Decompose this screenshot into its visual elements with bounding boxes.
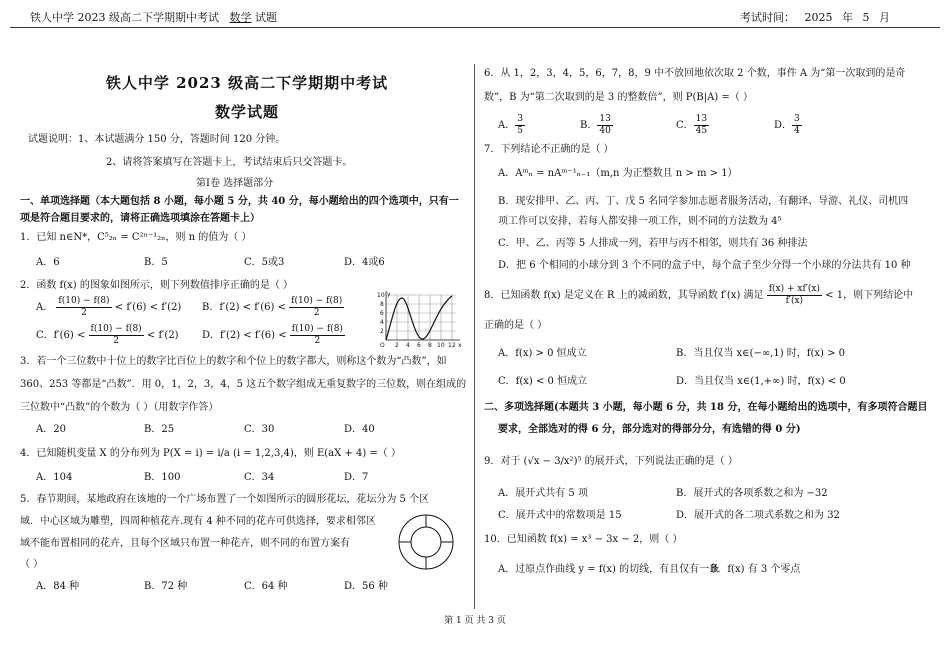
q2-option-a xyxy=(36,296,181,319)
denominator: 2 xyxy=(113,335,119,346)
header-exam-time: 考试时间： 2025 年 5 月 xyxy=(740,11,890,24)
q2-c-prefix: C．f′(6) < xyxy=(36,329,86,341)
q7-option-a: A．Aᵐₙ = nAᵐ⁻¹ₙ₋₁（m,n 为正整数且 n > m > 1） xyxy=(498,168,738,179)
numerator: 13 xyxy=(599,114,611,124)
column-divider xyxy=(474,64,475,609)
question-3-line-3: 三位数中“凸数”的个数为（ ）（用数字作答） xyxy=(20,402,219,413)
question-1: 1．已知 n∈N*，C⁵₂ₙ = C²ⁿ⁻¹₂ₙ，则 n 的值为（ ） xyxy=(20,232,252,243)
inner-ring xyxy=(411,527,441,557)
q8-option-d: D．当且仅当 x∈(1,+∞) 时，f(x) < 0 xyxy=(676,376,846,387)
x-tick-label: 10 xyxy=(437,342,445,348)
q6-option-d xyxy=(774,114,802,137)
question-5-line-4: （ ） xyxy=(20,559,44,570)
question-2: 2．函数 f(x) 的图象如图所示，则下列数值排序正确的是（ ） xyxy=(20,280,294,291)
y-tick-label: 8 xyxy=(380,301,384,308)
denominator: 40 xyxy=(599,125,611,136)
x-tick-label: 6 xyxy=(417,342,421,348)
question-5-line-2: 域．中心区域为雕塑，四周种植花卉.现有 4 种不同的花卉可供选择，要求相邻区 xyxy=(20,516,376,527)
q2-a-prefix: A． xyxy=(36,301,54,313)
q8-suffix: < 1，则下列结论中 xyxy=(825,289,914,301)
question-5-line-1: 5．春节期间，某地政府在该地的一个广场布置了一个如图所示的圆形花坛，花坛分为 5 个区 xyxy=(20,494,430,505)
q6-option-c xyxy=(676,114,709,137)
q3-option-d: D．40 xyxy=(344,424,375,435)
numerator: f(10) − f(8) xyxy=(58,296,110,306)
q4-option-b: B．100 xyxy=(144,472,181,483)
q5-option-b: B．72 种 xyxy=(144,581,188,592)
fraction xyxy=(694,114,709,137)
q4-option-a: A．104 xyxy=(36,472,73,483)
flower-bed-figure xyxy=(397,513,455,571)
q6-option-b xyxy=(580,114,613,137)
y-tick-label: 10 xyxy=(377,292,385,299)
numerator: f(x) + xf′(x) xyxy=(768,284,820,294)
q5-option-d: D．56 种 xyxy=(344,581,388,592)
header-subject: 数学 xyxy=(229,11,252,24)
q6-option-a xyxy=(498,114,525,137)
q2-option-d xyxy=(202,324,345,347)
q9-option-b: B．展开式的各项系数之和为 −32 xyxy=(676,488,828,499)
q8-option-a: A．f(x) > 0 恒成立 xyxy=(498,348,587,359)
q4-option-c: C．34 xyxy=(244,472,275,483)
header-suffix: 试题 xyxy=(255,11,277,24)
x-tick-label: 12 xyxy=(448,342,456,348)
numerator: f(10) − f(8) xyxy=(90,324,142,334)
q10-option-a: A．过原点作曲线 y = f(x) 的切线，有且仅有一条 xyxy=(498,564,720,575)
q7-option-b-line-1: B．现安排甲、乙、丙、丁、戊 5 名同学参加志愿者服务活动，有翻译、导游、礼仪、司机四 xyxy=(498,196,909,207)
denominator: 45 xyxy=(695,125,708,136)
q3-option-a: A．20 xyxy=(36,424,66,435)
q10-option-b: B．f(x) 有 3 个零点 xyxy=(710,564,801,575)
q2-c-suffix: < f′(2) xyxy=(146,329,179,341)
exam-note-1: 试题说明：1、本试题满分 150 分，答题时间 120 分钟。 xyxy=(28,134,286,145)
fraction xyxy=(56,296,111,319)
q1-option-d: D．4或6 xyxy=(344,257,385,268)
question-8 xyxy=(484,284,913,307)
origin-label: O xyxy=(380,342,385,348)
page-header xyxy=(10,0,940,28)
q8-option-b: B．当且仅当 x∈(−∞,1) 时，f(x) > 0 xyxy=(676,348,846,359)
exam-title: 铁人中学 2023 级高二下学期期中考试 xyxy=(105,74,389,92)
option-label: A． xyxy=(498,119,516,131)
question-6-line-2: 数”，B 为“第二次取到的是 3 的整数倍”，则 P(B|A) =（ ） xyxy=(484,92,753,103)
q9-option-a: A．展开式共有 5 项 xyxy=(498,488,588,499)
q3-option-c: C．30 xyxy=(244,424,275,435)
section-1-heading-cont: 项是符合题目要求的，请将正确选项填涂在答题卡上） xyxy=(20,213,260,224)
q2-a-suffix: < f′(6) < f′(2) xyxy=(114,301,182,313)
question-9: 9．对于 (√x − 3/x²)⁵ 的展开式，下列说法正确的是（ ） xyxy=(484,456,738,467)
x-tick-label: 8 xyxy=(428,342,432,348)
option-label: D． xyxy=(774,119,793,131)
fraction xyxy=(767,284,822,307)
denominator: 4 xyxy=(794,125,800,136)
denominator: 2 xyxy=(313,307,320,318)
question-10: 10．已知函数 f(x) = x³ − 3x − 2，则（ ） xyxy=(484,534,683,545)
q2-d-prefix: D．f′(2) < f′(6) < xyxy=(202,329,287,341)
q9-option-d: D．展开式的各二项式系数之和为 32 xyxy=(676,510,840,521)
exam-note-2: 2、请将答案填写在答题卡上，考试结束后只交答题卡。 xyxy=(106,157,353,168)
q2-option-b xyxy=(202,296,344,319)
section-2-heading: 二、多项选择题(本题共 3 小题，每小题 6 分，共 18 分，在每小题给出的选项中，有多项符合题目 xyxy=(484,402,928,413)
numerator: 3 xyxy=(794,114,800,124)
question-3-line-2: 360、253 等都是“凸数”．用 0，1，2，3，4，5 这五个数字组成无重复数字的三位数，则在组成的 xyxy=(20,379,467,390)
option-label: B． xyxy=(580,119,598,131)
function-graph xyxy=(374,290,464,348)
page-footer: 第 1 页 共 3 页 xyxy=(444,616,506,626)
fraction xyxy=(597,114,612,137)
question-8-line-2: 正确的是（ ） xyxy=(484,320,548,331)
fraction xyxy=(89,324,144,347)
question-7: 7．下列结论不正确的是（ ） xyxy=(484,144,614,155)
q1-option-c: C．5或3 xyxy=(244,257,285,268)
q1-option-a: A．6 xyxy=(36,257,60,268)
fraction xyxy=(290,324,345,347)
q7-option-b-line-2: 项工作可以安排，若每人都安排一项工作，则不同的方法数为 4⁵ xyxy=(498,216,782,227)
q5-option-a: A．84 种 xyxy=(36,581,80,592)
y-tick-label: 4 xyxy=(380,319,384,326)
header-exam-name: 铁人中学 2023 级高二下学期期中考试 xyxy=(30,11,219,24)
q8-option-c: C．f(x) < 0 恒成立 xyxy=(498,376,588,387)
fraction xyxy=(289,296,344,319)
section-2-heading-cont: 要求，全部选对的得 6 分，部分选对的得部分分，有选错的得 0 分) xyxy=(498,424,801,435)
denominator: 5 xyxy=(517,125,523,136)
fraction xyxy=(515,114,525,137)
q2-b-prefix: B．f′(2) < f′(6) < xyxy=(202,301,286,313)
q2-option-c xyxy=(36,324,179,347)
q5-option-c: C．64 种 xyxy=(244,581,288,592)
x-tick-label: 2 xyxy=(395,342,399,348)
q9-option-c: C．展开式中的常数项是 15 xyxy=(498,510,622,521)
denominator: f′(x) xyxy=(785,295,804,306)
q4-option-d: D．7 xyxy=(344,472,369,483)
q7-option-c: C．甲、乙、丙等 5 人排成一列，若甲与丙不相邻，则共有 36 种排法 xyxy=(498,238,808,249)
denominator: 2 xyxy=(314,335,321,346)
q3-option-b: B．25 xyxy=(144,424,175,435)
q1-option-b: B．5 xyxy=(144,257,168,268)
fraction xyxy=(792,114,802,137)
question-4: 4．已知随机变量 X 的分布列为 P(X = i) = i/a (i = 1,2,3,4)，则 E(aX + 4) =（ ） xyxy=(20,448,401,459)
y-tick-label: 2 xyxy=(380,328,384,335)
option-label: C． xyxy=(676,119,694,131)
denominator: 2 xyxy=(81,307,87,318)
x-axis-label: x xyxy=(458,342,462,348)
y-tick-label: 6 xyxy=(380,310,384,317)
x-tick-label: 4 xyxy=(406,342,410,348)
section-1-heading: 一、单项选择题（本大题包括 8 小题，每小题 5 分，共 40 分，每小题给出的四个选项中，只有一 xyxy=(20,196,459,207)
numerator: f(10) − f(8) xyxy=(291,296,343,306)
question-5-line-3: 域不能布置相同的花卉，且每个区域只布置一种花卉，则不同的布置方案有 xyxy=(20,538,350,549)
y-axis-label: y xyxy=(387,291,391,298)
q8-prefix: 8．已知函数 f(x) 是定义在 R 上的减函数，其导函数 f′(x) 满足 xyxy=(484,289,764,301)
numerator: f(10) − f(8) xyxy=(291,324,343,334)
header-left xyxy=(30,9,277,25)
volume-heading: 第Ⅰ卷 选择题部分 xyxy=(196,178,274,189)
q7-option-d: D．把 6 个相同的小球分到 3 个不同的盒子中，每个盒子至少分得一个小球的分法共有 10 种 xyxy=(498,260,911,271)
question-3-line-1: 3．若一个三位数中十位上的数字比百位上的数字和个位上的数字都大，则称这个数为“凸数”，如 xyxy=(20,356,447,367)
numerator: 13 xyxy=(695,114,708,124)
exam-subtitle: 数学试题 xyxy=(214,103,279,121)
numerator: 3 xyxy=(517,114,523,124)
question-6-line-1: 6．从 1，2，3，4，5，6，7，8，9 中不放回地依次取 2 个数，事件 A 为“第一次取到的是奇 xyxy=(484,68,906,79)
